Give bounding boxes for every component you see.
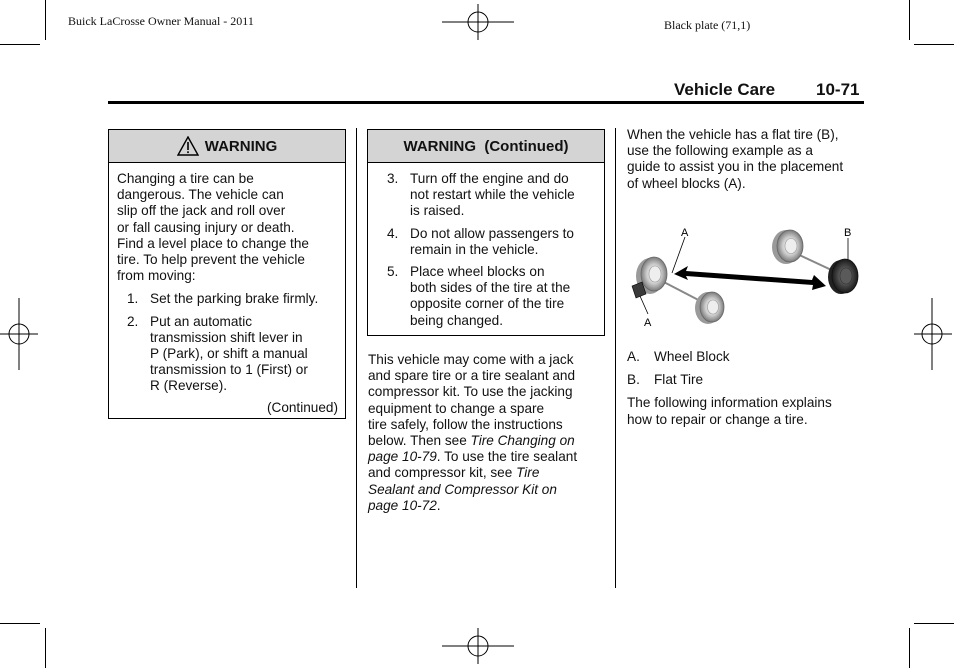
crop-mark — [909, 628, 910, 668]
outro-paragraph: The following information explains how to repair or change a tire. — [627, 395, 832, 427]
list-item: 5. Place wheel blocks on both sides of the tire at the opposite corner of the tire being changed. — [387, 264, 571, 328]
crop-mark — [914, 623, 954, 624]
wheel-block-diagram — [628, 224, 864, 334]
crop-mark — [0, 623, 40, 624]
registration-mark-top — [440, 2, 516, 42]
flat-tire-b — [828, 259, 858, 294]
para-line: equipment to change a spare — [368, 400, 545, 416]
crop-mark — [914, 44, 954, 45]
crop-mark — [909, 0, 910, 40]
legend-item: B. Flat Tire — [627, 372, 704, 388]
list-item: 2. Put an automatic transmission shift lever in P (Park), or shift a manual transmission to 1 (First) or R (Reverse). — [127, 313, 308, 394]
list-item: 3. Turn off the engine and do not restart while the vehicle is raised. — [387, 171, 575, 219]
para-line: This vehicle may come with a jack — [368, 352, 574, 367]
legend-item: A. Wheel Block — [627, 349, 730, 364]
tire-rear-right — [695, 292, 724, 324]
label-a-bottom: A — [644, 317, 652, 329]
plate-label: Black plate (71,1) — [664, 18, 751, 32]
flat-tire-intro: When the vehicle has a flat tire (B), use the following example as a guide to assist you in the placement of wheel blocks (A). — [627, 127, 844, 191]
sealant-kit-page-link[interactable]: page 10-72 — [368, 497, 437, 513]
crop-mark — [45, 628, 46, 668]
warning-steps — [117, 291, 345, 394]
continued-label: (Continued) — [266, 399, 338, 415]
para-line: and spare tire or a tire sealant and — [368, 368, 576, 384]
label-a-top: A — [681, 227, 689, 239]
warning-title: WARNING (Continued) — [403, 137, 569, 155]
list-item: 1. Set the parking brake firmly. — [127, 291, 319, 307]
label-b-top: B — [844, 227, 852, 239]
registration-mark-bottom — [440, 626, 516, 666]
para-line: page 10-79. To use the tire sealant — [368, 449, 578, 465]
warning-triangle-icon — [177, 136, 199, 156]
list-item: 4. Do not allow passengers to remain in the vehicle. — [387, 225, 574, 257]
tire-changing-page-link[interactable]: page 10-79 — [368, 449, 437, 465]
crop-mark — [0, 44, 40, 45]
crop-mark — [45, 0, 46, 40]
tire-changing-link[interactable]: Tire Changing on — [470, 433, 575, 449]
manual-title: Buick LaCrosse Owner Manual - 2011 — [68, 14, 254, 28]
warning-continued-box — [367, 129, 605, 336]
registration-mark-left — [0, 296, 40, 372]
registration-mark-right — [912, 296, 952, 372]
warning-title: WARNING — [204, 137, 278, 155]
para-line: page 10-72. — [368, 497, 441, 513]
tire-front-left — [772, 230, 803, 264]
section-title: Vehicle Care — [674, 80, 776, 99]
diagonal-arrow — [674, 266, 826, 290]
warning-header — [368, 130, 604, 163]
para-line: and compressor kit, see Tire — [368, 465, 540, 481]
column-divider — [356, 128, 357, 588]
warning-intro: Changing a tire can be dangerous. The vehicle can slip off the jack and roll over or fall causing injury or death. Find a level place to change the tire. To help prevent the vehicle from moving: — [117, 171, 309, 284]
sealant-kit-link[interactable]: Tire — [516, 465, 540, 481]
warning-steps — [377, 171, 604, 329]
warning-box — [108, 129, 346, 419]
para-line — [368, 482, 608, 498]
jack-paragraph — [368, 352, 608, 514]
para-line: tire safely, follow the instructions — [368, 416, 563, 432]
para-line: compressor kit. To use the jacking — [368, 384, 573, 400]
figure-legend — [627, 349, 867, 428]
column-divider — [615, 128, 616, 588]
page-number: 10-71 — [816, 80, 860, 99]
sealant-kit-link[interactable]: Sealant and Compressor Kit on — [368, 481, 557, 497]
warning-header — [109, 130, 345, 163]
header-rule — [108, 101, 864, 104]
para-line: below. Then see Tire Changing on — [368, 433, 575, 449]
